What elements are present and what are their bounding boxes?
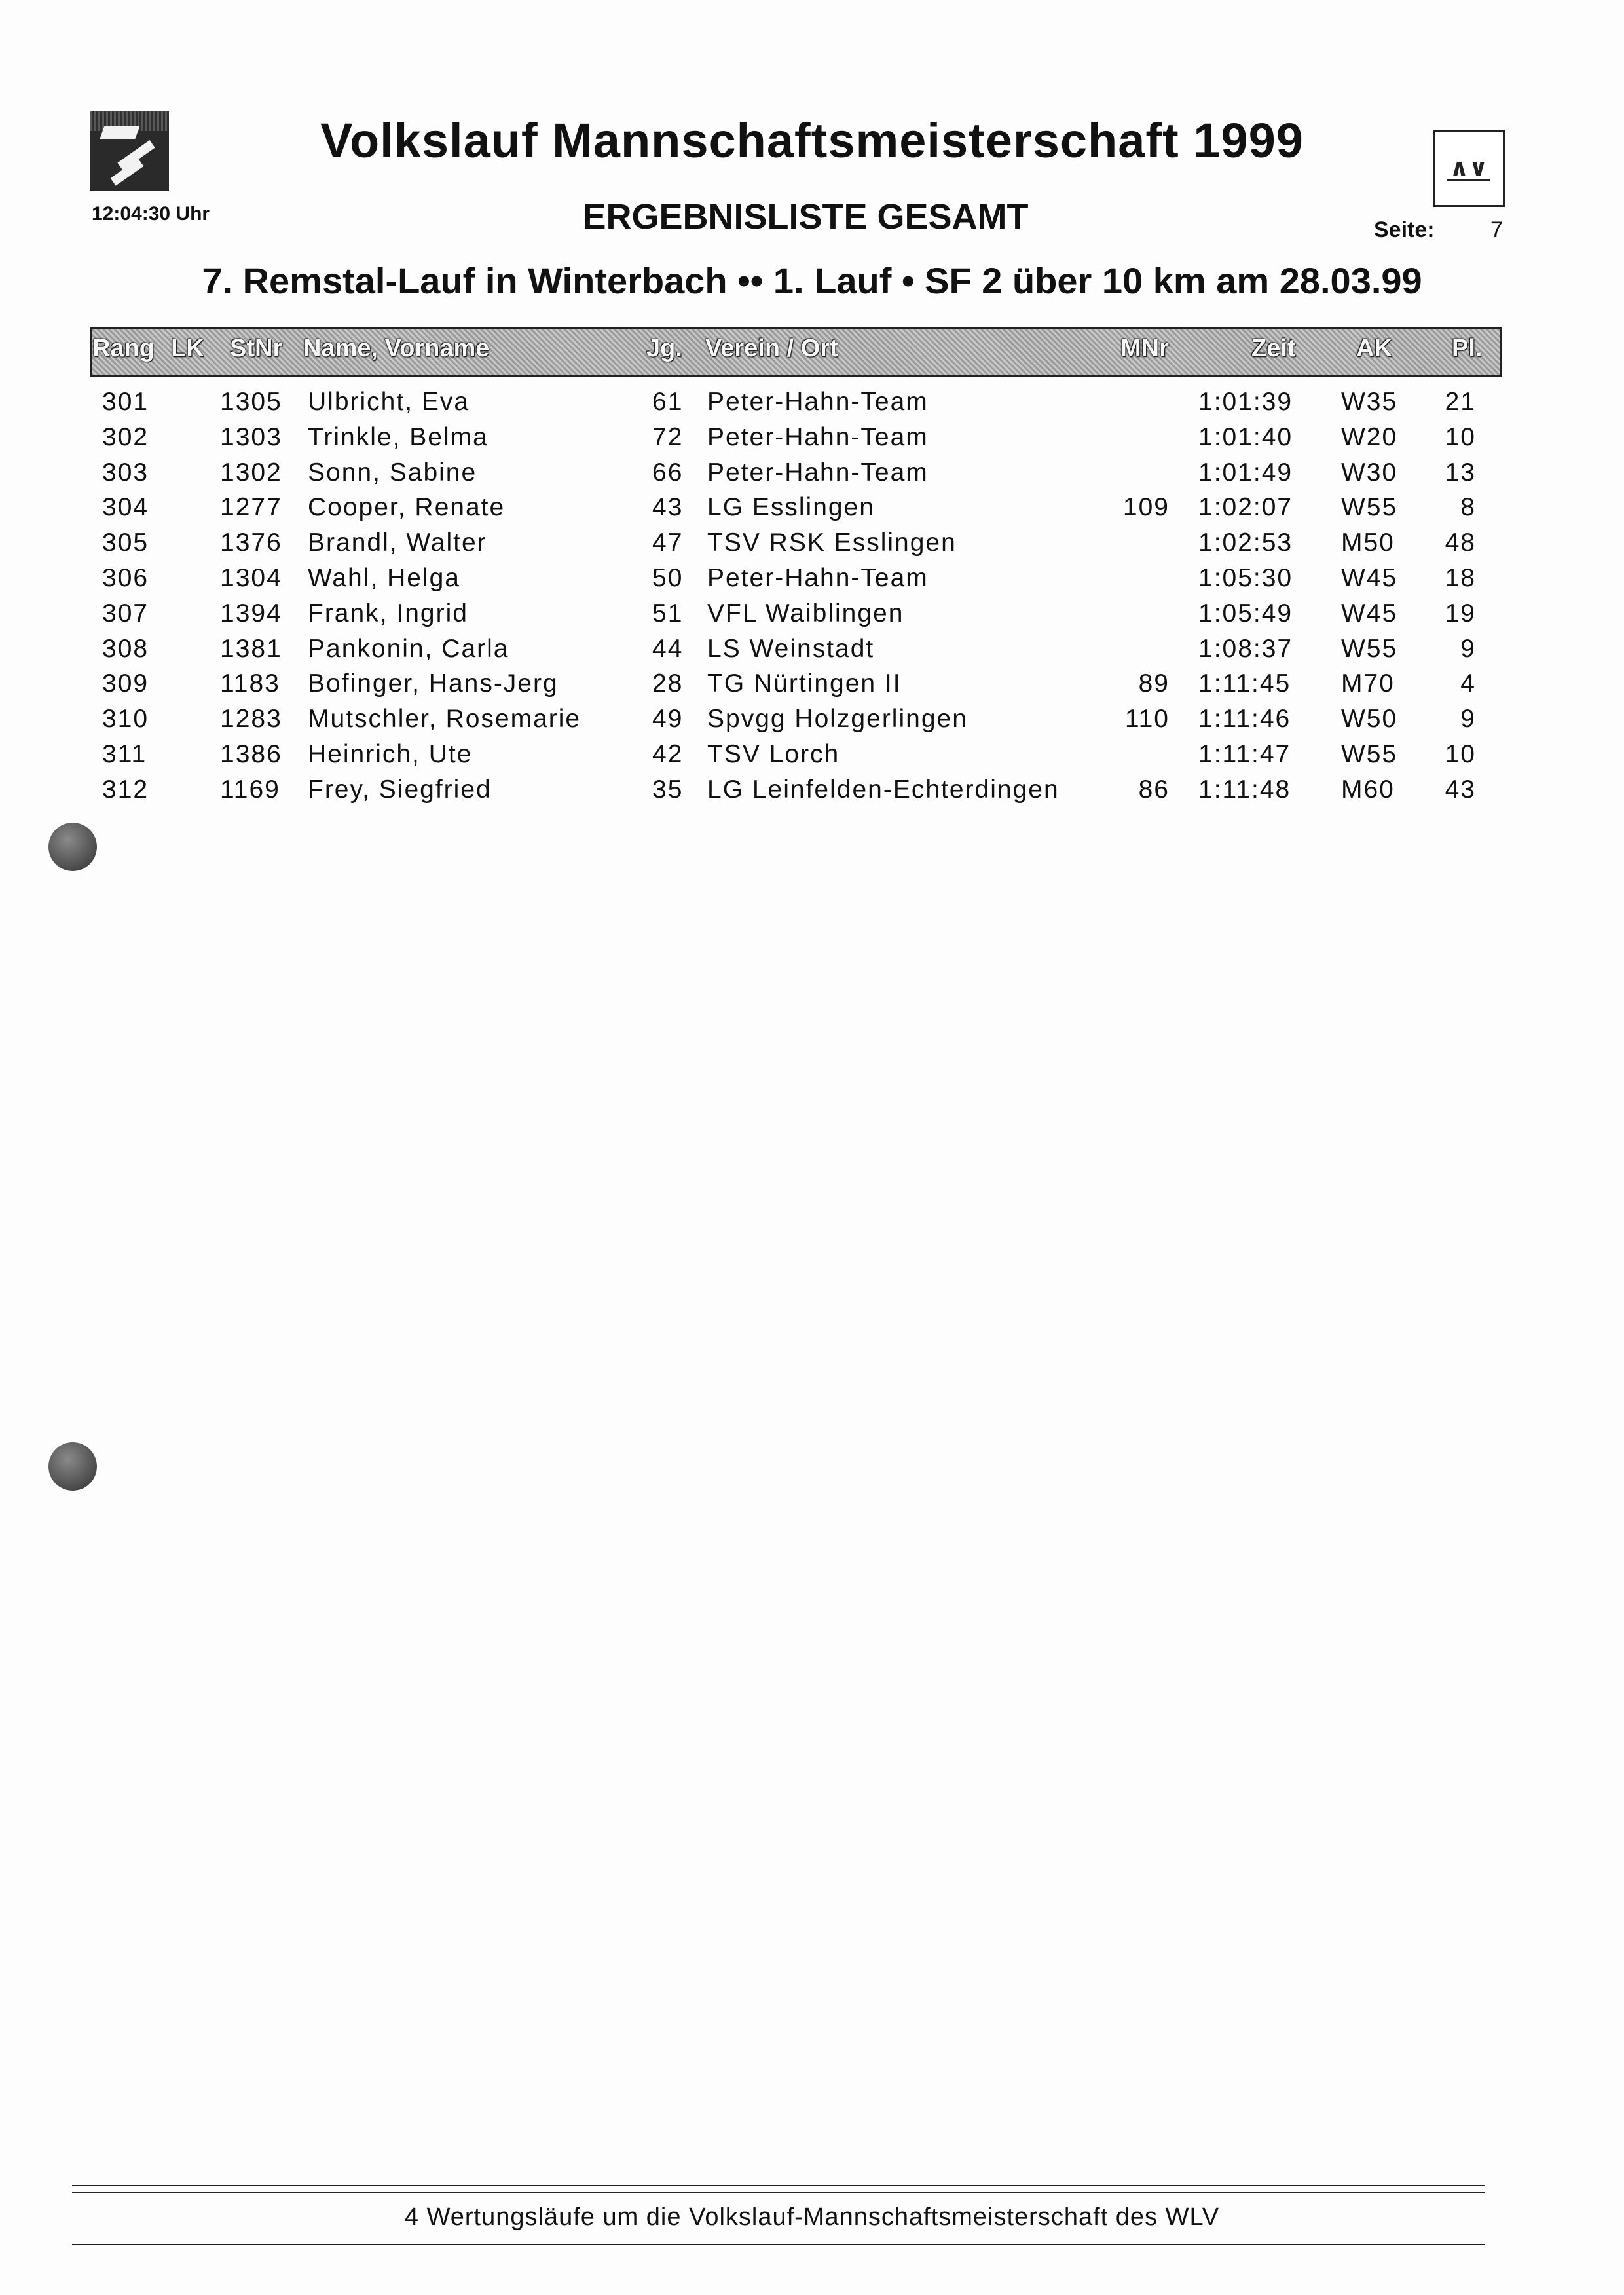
col-pl: Pl.	[1452, 335, 1483, 362]
cell-zeit: 1:08:37	[1198, 635, 1293, 663]
table-row	[0, 565, 1624, 601]
table-row	[0, 777, 1624, 812]
table-row	[0, 601, 1624, 636]
cell-name: Wahl, Helga	[308, 564, 460, 592]
footer-text: 4 Wertungsläufe um die Volkslauf-Mannschaftsmeisterschaft des WLV	[404, 2203, 1220, 2231]
cell-mnr: 89	[1138, 669, 1170, 698]
cell-zeit: 1:05:49	[1198, 599, 1293, 627]
cell-jg: 49	[652, 705, 684, 733]
cell-jg: 35	[652, 775, 684, 804]
cell-mnr: 109	[1122, 493, 1170, 521]
cell-ak: W45	[1341, 564, 1398, 592]
cell-ak: W45	[1341, 599, 1398, 627]
cell-stnr: 1302	[220, 458, 282, 487]
cell-rang: 308	[102, 635, 149, 663]
cell-verein: TSV RSK Esslingen	[707, 529, 957, 557]
col-zeit: Zeit	[1251, 335, 1296, 362]
cell-ak: W55	[1341, 635, 1398, 663]
cell-verein: TG Nürtingen II	[707, 669, 902, 698]
cell-name: Pankonin, Carla	[308, 635, 509, 663]
cell-rang: 312	[102, 775, 149, 804]
cell-stnr: 1169	[220, 775, 280, 804]
col-jg: Jg.	[646, 335, 682, 362]
cell-verein: LS Weinstadt	[707, 635, 875, 663]
cell-rang: 306	[102, 564, 149, 592]
cell-verein: Peter-Hahn-Team	[707, 564, 929, 592]
cell-pl: 48	[1445, 529, 1476, 557]
cell-pl: 43	[1445, 775, 1476, 804]
cell-stnr: 1394	[220, 599, 282, 627]
cell-name: Brandl, Walter	[308, 529, 487, 557]
cell-name: Frank, Ingrid	[308, 599, 468, 627]
cell-pl: 18	[1445, 564, 1476, 592]
cell-verein: TSV Lorch	[707, 740, 840, 768]
cell-verein: Spvgg Holzgerlingen	[707, 705, 968, 733]
cell-rang: 311	[102, 740, 147, 768]
cell-jg: 43	[652, 493, 684, 521]
cell-rang: 303	[102, 458, 149, 487]
cell-ak: W55	[1341, 493, 1398, 521]
cell-rang: 310	[102, 705, 149, 733]
cell-jg: 42	[652, 740, 684, 768]
cell-pl: 4	[1460, 669, 1476, 698]
cell-stnr: 1376	[220, 529, 282, 557]
cell-zeit: 1:11:45	[1198, 669, 1291, 698]
cell-stnr: 1386	[220, 740, 282, 768]
cell-pl: 9	[1460, 705, 1476, 733]
table-row	[0, 706, 1624, 741]
cell-verein: LG Esslingen	[707, 493, 875, 521]
cell-zeit: 1:02:53	[1198, 529, 1293, 557]
cell-pl: 10	[1445, 423, 1476, 451]
table-row	[0, 636, 1624, 671]
table-row	[0, 460, 1624, 495]
cell-verein: Peter-Hahn-Team	[707, 423, 929, 451]
cell-zeit: 1:11:48	[1198, 775, 1291, 804]
cell-jg: 66	[652, 458, 684, 487]
cell-name: Cooper, Renate	[308, 493, 506, 521]
punch-hole	[48, 823, 97, 871]
cell-name: Frey, Siegfried	[308, 775, 492, 804]
col-name: Name, Vorname	[303, 335, 490, 362]
cell-name: Trinkle, Belma	[308, 423, 489, 451]
cell-zeit: 1:11:46	[1198, 705, 1291, 733]
col-rang: Rang	[92, 335, 155, 362]
page-number: 7	[1490, 217, 1503, 242]
cell-zeit: 1:11:47	[1198, 740, 1291, 768]
cell-verein: Peter-Hahn-Team	[707, 458, 929, 487]
cell-pl: 8	[1460, 493, 1476, 521]
col-lk: LK	[171, 335, 204, 362]
cell-mnr: 110	[1124, 705, 1170, 733]
col-ak: AK	[1356, 335, 1392, 362]
table-header	[90, 327, 1502, 377]
table-row	[0, 530, 1624, 565]
cell-stnr: 1303	[220, 423, 282, 451]
cell-stnr: 1183	[220, 669, 280, 698]
cell-name: Sonn, Sabine	[308, 458, 477, 487]
cell-stnr: 1283	[220, 705, 282, 733]
cell-stnr: 1277	[220, 493, 282, 521]
cell-rang: 302	[102, 423, 149, 451]
cell-pl: 19	[1445, 599, 1476, 627]
cell-name: Heinrich, Ute	[308, 740, 473, 768]
cell-rang: 309	[102, 669, 149, 698]
cell-mnr: 86	[1138, 775, 1170, 804]
table-row	[0, 671, 1624, 706]
cell-pl: 21	[1445, 388, 1476, 416]
cell-name: Mutschler, Rosemarie	[308, 705, 581, 733]
cell-ak: W55	[1341, 740, 1398, 768]
cell-stnr: 1304	[220, 564, 282, 592]
event-title: 7. Remstal-Lauf in Winterbach •• 1. Lauf • SF 2 über 10 km am 28.03.99	[202, 260, 1422, 301]
cell-jg: 50	[652, 564, 684, 592]
table-row	[0, 494, 1624, 530]
cell-zeit: 1:01:40	[1198, 423, 1293, 451]
cell-rang: 301	[102, 388, 149, 416]
page-title: Volkslauf Mannschaftsmeisterschaft 1999	[320, 113, 1304, 168]
table-row	[0, 389, 1624, 424]
cell-zeit: 1:01:49	[1198, 458, 1293, 487]
cell-pl: 13	[1445, 458, 1476, 487]
cell-jg: 28	[652, 669, 684, 698]
col-verein: Verein / Ort	[705, 335, 838, 362]
cell-jg: 51	[652, 599, 684, 627]
cell-jg: 47	[652, 529, 684, 557]
cell-verein: VFL Waiblingen	[707, 599, 904, 627]
table-row	[0, 424, 1624, 460]
cell-ak: W50	[1341, 705, 1398, 733]
cell-pl: 10	[1445, 740, 1476, 768]
cell-ak: M50	[1341, 529, 1395, 557]
cell-zeit: 1:05:30	[1198, 564, 1293, 592]
cell-rang: 304	[102, 493, 149, 521]
cell-stnr: 1381	[220, 635, 282, 663]
footer-divider	[72, 2192, 1485, 2193]
cell-rang: 307	[102, 599, 149, 627]
cell-ak: W20	[1341, 423, 1398, 451]
cell-verein: Peter-Hahn-Team	[707, 388, 929, 416]
cell-ak: M60	[1341, 775, 1395, 804]
cell-jg: 61	[652, 388, 684, 416]
page-subtitle: ERGEBNISLISTE GESAMT	[582, 197, 1029, 236]
runner-logo-icon	[90, 111, 169, 191]
cell-jg: 44	[652, 635, 684, 663]
cell-stnr: 1305	[220, 388, 282, 416]
print-time: 12:04:30 Uhr	[92, 203, 210, 225]
footer-divider	[72, 2244, 1485, 2245]
cell-ak: W30	[1341, 458, 1398, 487]
col-mnr: MNr	[1120, 335, 1169, 362]
cell-zeit: 1:01:39	[1198, 388, 1293, 416]
cell-rang: 305	[102, 529, 149, 557]
cell-verein: LG Leinfelden-Echterdingen	[707, 775, 1060, 804]
cell-jg: 72	[652, 423, 684, 451]
cell-name: Bofinger, Hans-Jerg	[308, 669, 559, 698]
col-stnr: StNr	[230, 335, 283, 362]
cell-ak: M70	[1341, 669, 1395, 698]
wlv-logo-icon: ∧∨	[1433, 130, 1505, 207]
cell-ak: W35	[1341, 388, 1398, 416]
footer-divider	[72, 2185, 1485, 2186]
punch-hole	[48, 1442, 97, 1491]
page-label: Seite:	[1374, 217, 1435, 242]
table-row	[0, 741, 1624, 777]
cell-zeit: 1:02:07	[1198, 493, 1293, 521]
cell-name: Ulbricht, Eva	[308, 388, 470, 416]
cell-pl: 9	[1460, 635, 1476, 663]
